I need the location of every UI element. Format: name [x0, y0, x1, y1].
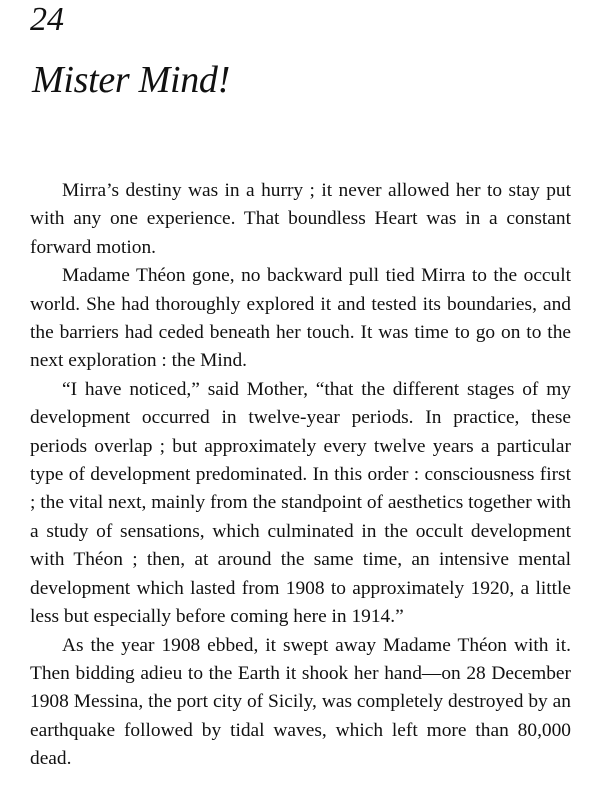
- chapter-number: 24: [30, 1, 64, 38]
- chapter-title: Mister Mind!: [32, 59, 230, 101]
- paragraph-4: As the year 1908 ebbed, it swept away Madame Théon with it. Then bidding adieu to the Earth it shook her hand—on 28 December 1908 Messina, the port city of Sicily, was completely destroyed by an earthquake followed by tidal waves, which left more than 80,000 dead.: [30, 634, 571, 770]
- paragraph-2: Madame Théon gone, no backward pull tied Mirra to the occult world. She had thoroughly explored it and tested its boundaries, and the barriers had ceded beneath her touch. It was time to go on to the next exploration : the Mind.: [30, 265, 571, 372]
- paragraph-3: “I have noticed,” said Mother, “that the different stages of my development occurred in twelve-year periods. In practice, these periods overlap ; but approximately every twelve years a particular type of development predominated. In this order : consciousness first ; the vital next, mainly from the standpoint of aesthetics together with a study of sensations, which culminated in the occult development with Théon ; then, at around the same time, an intensive mental development which lasted from 1908 to approximately 1920, a little less but especially before coming here in 1914.”: [30, 378, 571, 628]
- paragraph-1: Mirra’s destiny was in a hurry ; it never allowed her to stay put with any one experience. That boundless Heart was in a constant forward motion.: [30, 180, 571, 258]
- chapter-body: [30, 177, 571, 774]
